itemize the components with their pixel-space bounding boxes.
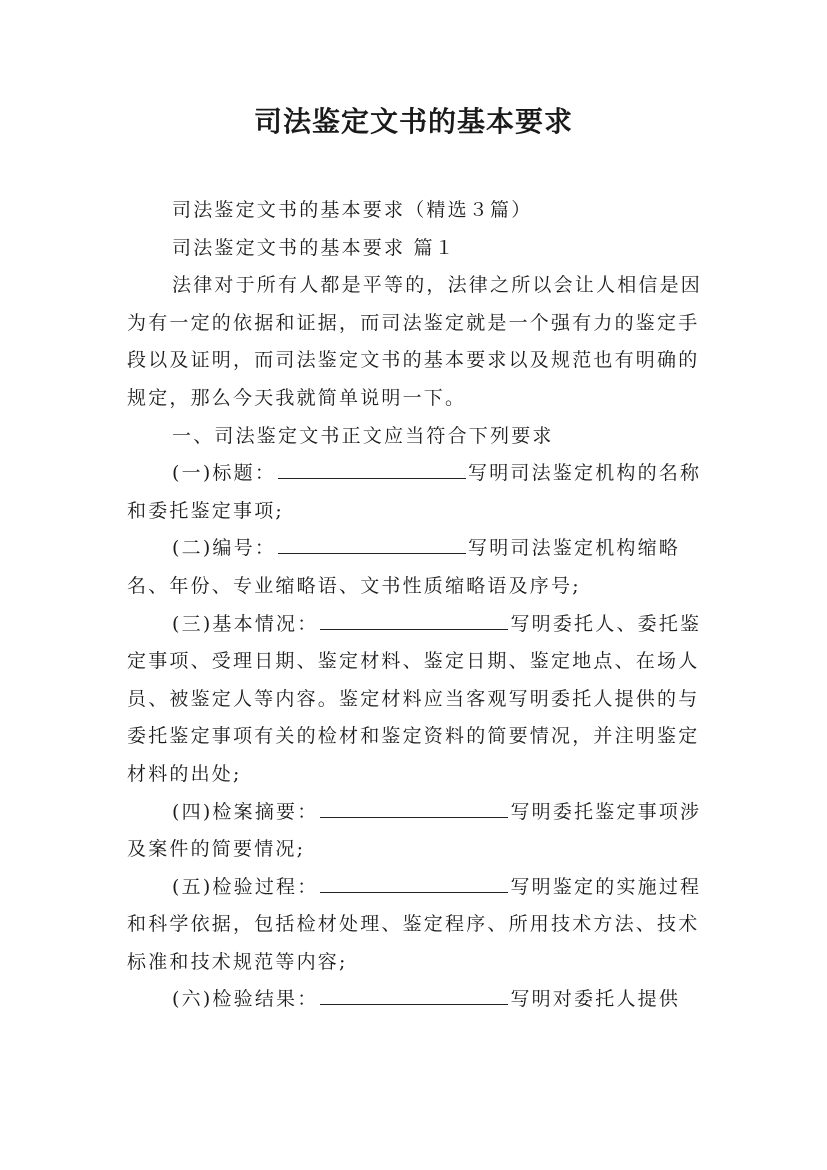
item-text: 写明委托人、委托鉴定事项、受理日期、鉴定材料、鉴定日期、鉴定地点、在场人员、被鉴定人等内容。鉴定材料应当客观写明委托人提供的与委托鉴定事项有关的检材和鉴定资料的简要情况，并注明鉴定材料的出处; [127,612,702,785]
fill-in-blank [320,816,508,818]
paragraph-item-inspection-process [127,869,715,982]
paragraph-intro: 司法鉴定文书的基本要求（精选３篇） [172,199,533,221]
item-text: 写明对委托人提供 [510,988,681,1011]
item-label: (四)检案摘要： [172,800,319,823]
item-label: (二)编号： [172,537,277,560]
paragraph-item-case-summary [127,794,715,869]
item-label: (六)检验结果： [172,988,319,1011]
paragraph-section-heading: 司法鉴定文书的基本要求 篇１ [172,236,456,259]
item-label: (五)检验过程： [172,875,319,898]
document-body [127,192,715,1019]
document-title: 司法鉴定文书的基本要求 [253,105,573,138]
paragraph-item-number [127,530,715,605]
fill-in-blank [320,1003,508,1005]
item-text: 写明司法鉴定机构的名称和委托鉴定事项; [127,462,702,522]
paragraph-requirements-heading: 一、司法鉴定文书正文应当符合下列要求 [172,424,554,447]
item-label: (三)基本情况： [172,612,319,635]
fill-in-blank [278,552,466,554]
item-text: 写明司法鉴定机构缩略名、年份、专业缩略语、文书性质缩略语及序号; [127,537,681,597]
paragraph-preface: 法律对于所有人都是平等的，法律之所以会让人相信是因为有一定的依据和证据，而司法鉴定就是一个强有力的鉴定手段以及证明，而司法鉴定文书的基本要求以及规范也有明确的规定，那么今天我就简单说明一下。 [127,274,703,409]
fill-in-blank [320,628,508,630]
fill-in-blank [278,477,466,479]
fill-in-blank [320,891,508,893]
item-text: 写明委托鉴定事项涉及案件的简要情况; [127,800,702,861]
paragraph-item-basic-info [127,606,715,794]
paragraph-item-inspection-result [127,981,715,1019]
paragraph-item-title [127,455,715,530]
item-text: 写明鉴定的实施过程和科学依据，包括检材处理、鉴定程序、所用技术方法、技术标准和技术规范等内容; [127,875,702,973]
item-label: (一)标题： [172,462,277,485]
